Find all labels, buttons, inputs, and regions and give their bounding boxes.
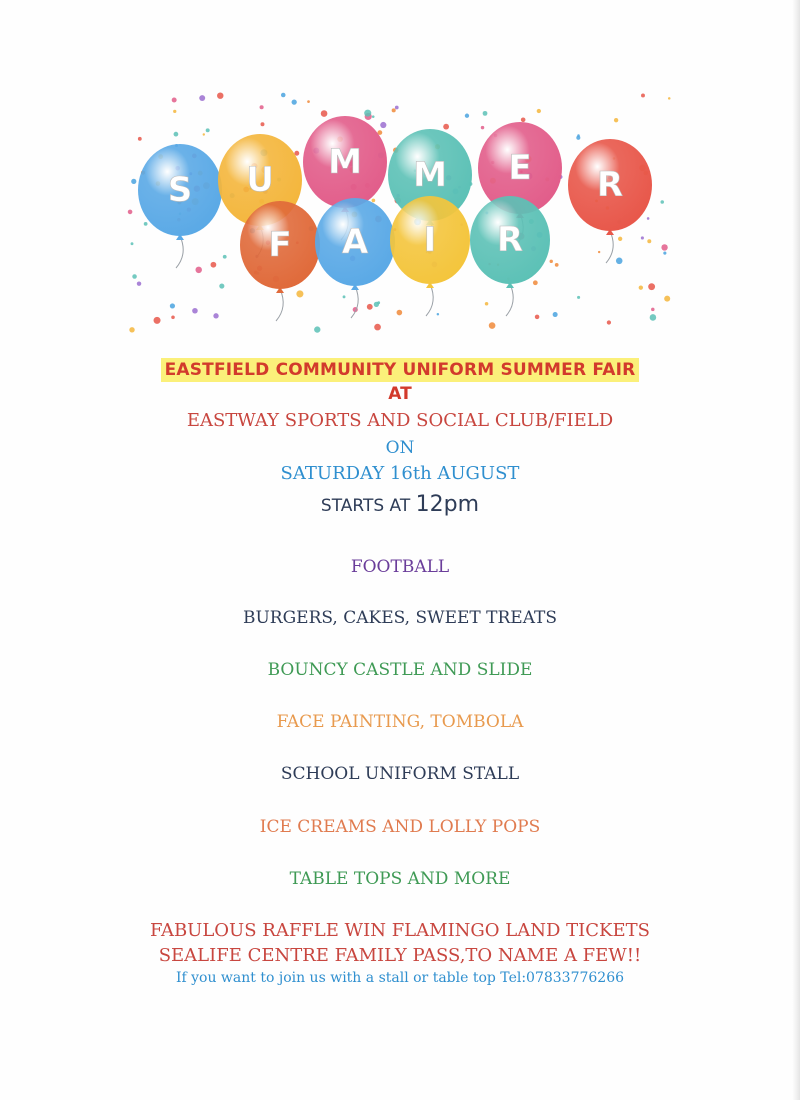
start-time-prefix: STARTS AT xyxy=(320,496,411,516)
balloon-letter: S xyxy=(167,170,193,210)
balloon-r xyxy=(568,139,652,263)
balloon-letter: E xyxy=(508,148,532,188)
activity-item: SCHOOL UNIFORM STALL xyxy=(280,764,520,784)
event-venue: EASTWAY SPORTS AND SOCIAL CLUB/FIELD xyxy=(186,410,614,431)
balloon-i xyxy=(390,196,470,316)
balloon-letter: U xyxy=(246,160,274,200)
activity-item: FOOTBALL xyxy=(350,557,450,577)
event-at-label: AT xyxy=(388,384,412,404)
balloon-letter: F xyxy=(268,225,292,265)
activity-item: FACE PAINTING, TOMBOLA xyxy=(276,712,524,732)
raffle-line-1: FABULOUS RAFFLE WIN FLAMINGO LAND TICKETS xyxy=(150,920,650,941)
raffle-line-2: SEALIFE CENTRE FAMILY PASS,TO NAME A FEW!! xyxy=(158,945,642,966)
summer-fair-balloon-banner xyxy=(120,90,680,340)
activity-item: BOUNCY CASTLE AND SLIDE xyxy=(267,660,533,680)
balloon-s xyxy=(138,144,222,268)
event-start-time xyxy=(0,492,800,517)
activity-item: TABLE TOPS AND MORE xyxy=(289,869,511,889)
activity-item: ICE CREAMS AND LOLLY POPS xyxy=(259,817,541,837)
event-date: SATURDAY 16th AUGUST xyxy=(280,463,520,484)
contact-info: If you want to join us with a stall or table top Tel:07833776266 xyxy=(175,970,625,986)
balloon-r xyxy=(470,196,550,316)
event-title xyxy=(0,360,800,380)
balloon-letter: R xyxy=(496,220,524,260)
balloon-letter: M xyxy=(328,142,362,182)
start-time-value: 12pm xyxy=(415,492,480,517)
activity-item: BURGERS, CAKES, SWEET TREATS xyxy=(242,608,558,628)
balloon-letter: M xyxy=(413,155,447,195)
balloon-a xyxy=(315,198,395,318)
balloon-letter: A xyxy=(341,222,369,262)
balloon-f xyxy=(240,201,320,321)
event-title-text: EASTFIELD COMMUNITY UNIFORM SUMMER FAIR xyxy=(161,358,640,382)
event-on-label: ON xyxy=(385,438,415,458)
balloon-letter: R xyxy=(596,165,624,205)
balloon-letter: I xyxy=(423,220,437,260)
